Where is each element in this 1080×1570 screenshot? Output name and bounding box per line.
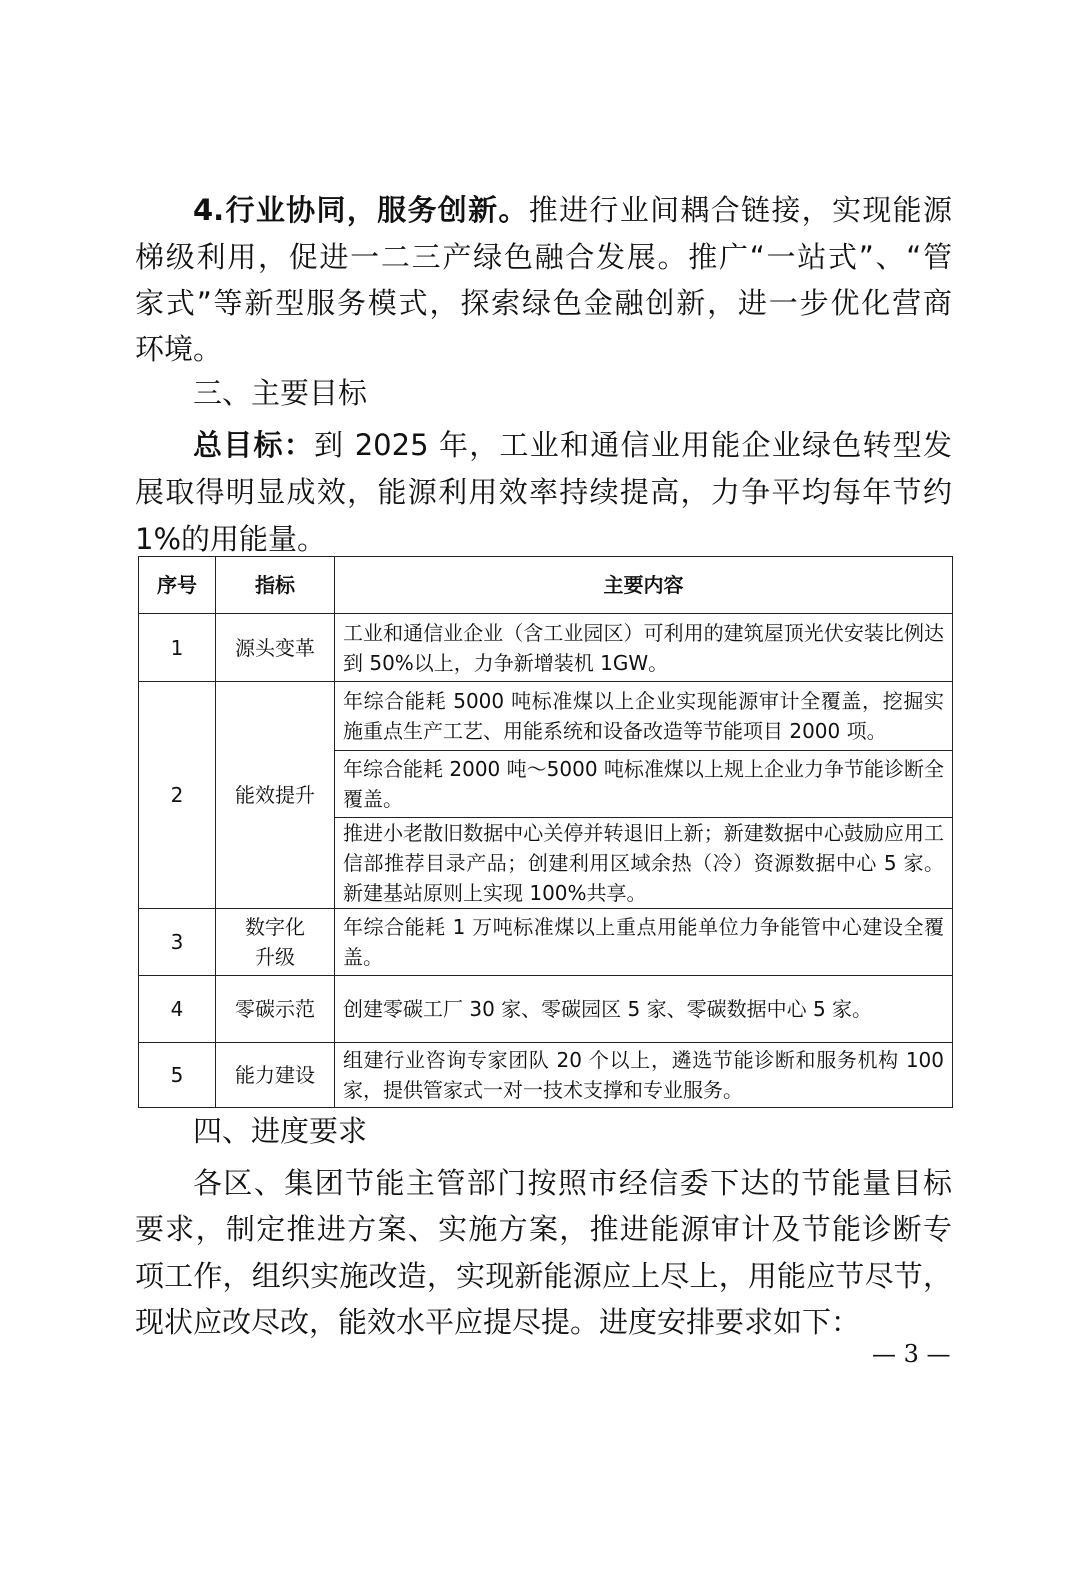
goal-line: 展取得明显成效，能源利用效率持续提高，力争平均每年节约 xyxy=(135,475,952,509)
table-header-row xyxy=(139,557,953,614)
header-indicator: 指标 xyxy=(216,557,335,614)
table-row: 推进小老散旧数据中心关停并转退旧上新；新建数据中心鼓励应用工信部推荐目录产品；创建利用区域余热（冷）资源数据中心 5 家。新建基站原则上实现 100%共享。 xyxy=(139,818,953,909)
section4-heading: 4.行业协同，服务创新。 xyxy=(193,193,529,227)
table-row: 年综合能耗 2000 吨～5000 吨标准煤以上规上企业力争节能诊断全覆盖。 xyxy=(139,751,953,818)
goal-line: 总目标：到 2025 年，工业和通信业用能企业绿色转型发 xyxy=(193,428,952,462)
section4-line: 环境。 xyxy=(135,332,223,366)
section4-line: 4.行业协同，服务创新。推进行业间耦合链接，实现能源 xyxy=(193,193,952,227)
section4-line: 家式”等新型服务模式，探索绿色金融创新，进一步优化营商 xyxy=(135,286,952,320)
table-row: 4 零碳示范 创建零碳工厂 30 家、零碳园区 5 家、零碳数据中心 5 家。 xyxy=(139,976,953,1043)
table-row: 1 源头变革 工业和通信业企业（含工业园区）可利用的建筑屋顶光伏安装比例达到 50%以上，力争新增装机 1GW。 xyxy=(139,614,953,682)
page-number: — 3 — xyxy=(872,1340,951,1368)
goals-table xyxy=(138,556,953,1108)
table-row: 2 能效提升 年综合能耗 5000 吨标准煤以上企业实现能源审计全覆盖，挖掘实施重点生产工艺、用能系统和设备改造等节能项目 2000 项。 xyxy=(139,682,953,751)
goal-label: 总目标： xyxy=(193,428,314,462)
header-no: 序号 xyxy=(139,557,216,614)
progress-line: 各区、集团节能主管部门按照市经信委下达的节能量目标 xyxy=(193,1166,952,1200)
progress-line: 项工作，组织实施改造，实现新能源应上尽上，用能应节尽节， xyxy=(135,1259,952,1293)
progress-line: 现状应改尽改，能效水平应提尽提。进度安排要求如下： xyxy=(135,1305,861,1339)
goal-line: 1%的用能量。 xyxy=(135,522,327,556)
table-row: 3 数字化升级 年综合能耗 1 万吨标准煤以上重点用能单位力争能管中心建设全覆盖。 xyxy=(139,909,953,976)
progress-title: 四、进度要求 xyxy=(193,1114,368,1148)
table-row: 5 能力建设 组建行业咨询专家团队 20 个以上，遴选节能诊断和服务机构 100 家，提供管家式一对一技术支撑和专业服务。 xyxy=(139,1043,953,1108)
header-content: 主要内容 xyxy=(335,557,953,614)
goals-title: 三、主要目标 xyxy=(193,376,368,410)
section4-line: 梯级利用，促进一二三产绿色融合发展。推广“一站式”、“管 xyxy=(135,240,952,274)
progress-line: 要求，制定推进方案、实施方案，推进能源审计及节能诊断专 xyxy=(135,1212,952,1246)
